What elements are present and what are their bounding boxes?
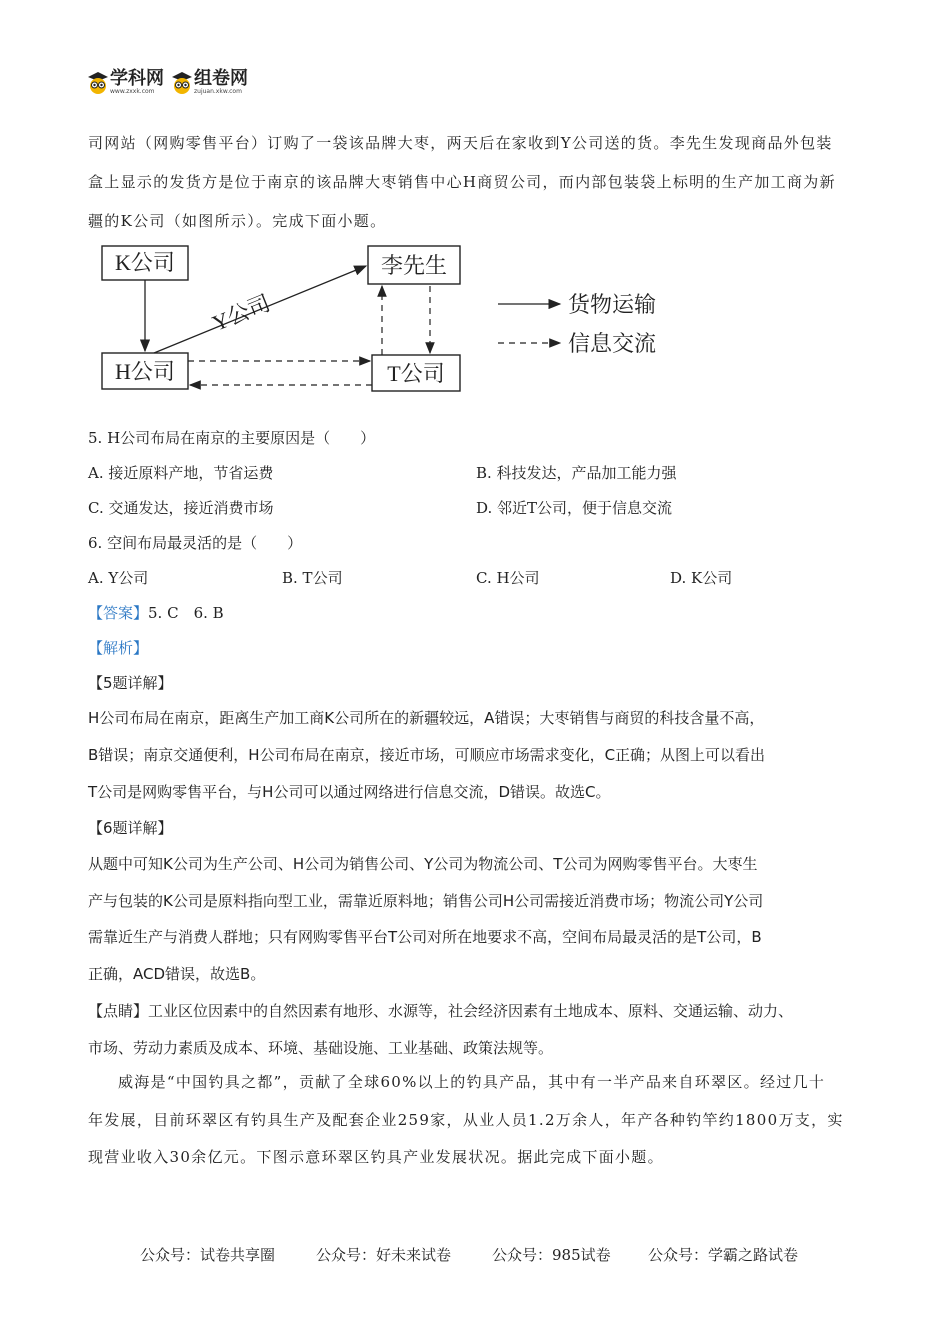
owl-mascot-icon (170, 71, 194, 95)
h-company-label: H公司 (115, 359, 175, 384)
logo-url: www.zxxk.com (110, 88, 155, 95)
logo-title: 学科网 (110, 68, 164, 89)
intro-line: 盒上显示的发货方是位于南京的该品牌大枣销售中心H商贸公司，而内部包装袋上标明的生产加工商为新 (88, 173, 836, 191)
site-logo (86, 70, 254, 95)
tip-text: 工业区位因素中的自然因素有地形、水源等，社会经济因素有土地成本、原料、交通运输、动力、 (148, 1002, 794, 1020)
passage-line: 年发展，目前环翠区有钓具生产及配套企业259家，从业人员1.2万余人，年产各种钓竿约1800万支，实 (88, 1111, 844, 1129)
detail-6-title: 【6题详解】 (88, 819, 173, 837)
q6-option-d: D. K公司 (670, 569, 733, 587)
question-5-stem: 5. H公司布局在南京的主要原因是（ ） (88, 429, 376, 447)
detail-6-line: 正确，ACD错误，故选B。 (88, 965, 266, 983)
footer-account: 公众号：学霸之路试卷 (648, 1246, 799, 1264)
detail-5-title: 【5题详解】 (88, 674, 173, 692)
tip-line (88, 1000, 793, 1021)
q5-option-d: D. 邻近T公司，便于信息交流 (476, 499, 673, 517)
company-flow-diagram (96, 240, 696, 399)
q6-option-b: B. T公司 (282, 569, 343, 587)
q5-option-b: B. 科技发达，产品加工能力强 (476, 464, 677, 482)
logo-url: zujuan.xkw.com (194, 88, 242, 95)
logo-title: 组卷网 (194, 68, 248, 89)
logo-zujuanwang (170, 70, 248, 95)
detail-5-line: H公司布局在南京，距离生产加工商K公司所在的新疆较远，A错误；大枣销售与商贸的科技含量不高， (88, 709, 765, 727)
q5-option-c: C. 交通发达，接近消费市场 (88, 499, 274, 517)
detail-6-line: 从题中可知K公司为生产公司、H公司为销售公司、Y公司为物流公司、T公司为网购零售平台。大枣生 (88, 855, 758, 873)
detail-5-line: B错误；南京交通便利，H公司布局在南京，接近市场，可顺应市场需求变化，C正确；从图上可以看出 (88, 746, 766, 764)
detail-6-line: 需靠近生产与消费人群地；只有网购零售平台T公司对所在地要求不高，空间布局最灵活的是T公司，B (88, 928, 762, 946)
q6-option-a: A. Y公司 (88, 569, 149, 587)
legend-goods-label: 货物运输 (568, 292, 657, 317)
li-xiansheng-label: 李先生 (380, 253, 448, 278)
intro-line: 疆的K公司（如图所示）。完成下面小题。 (88, 212, 387, 230)
logo-xuekewang (86, 70, 164, 95)
footer-account: 公众号：好未来试卷 (316, 1246, 452, 1264)
footer-account: 公众号：试卷共享圈 (140, 1246, 276, 1264)
tip-tag: 【点睛】 (88, 1002, 149, 1020)
detail-5-line: T公司是网购零售平台，与H公司可以通过网络进行信息交流，D错误。故选C。 (88, 783, 611, 801)
intro-line: 司网站（网购零售平台）订购了一袋该品牌大枣，两天后在家收到Y公司送的货。李先生发现商品外包装 (88, 134, 833, 152)
q5-option-a: A. 接近原料产地，节省运费 (88, 464, 274, 482)
answer-line (88, 602, 224, 623)
question-6-stem: 6. 空间布局最灵活的是（ ） (88, 534, 303, 552)
detail-6-line: 产与包装的K公司是原料指向型工业，需靠近原料地；销售公司H公司需接近消费市场；物流公司Y公司 (88, 892, 764, 910)
k-company-label: K公司 (115, 250, 175, 275)
legend-info-label: 信息交流 (568, 331, 657, 356)
q6-option-c: C. H公司 (476, 569, 540, 587)
passage-line: 威海是“中国钓具之都”，贡献了全球60%以上的钓具产品，其中有一半产品来自环翠区。经过几十 (118, 1073, 826, 1091)
owl-mascot-icon (86, 71, 110, 95)
analysis-tag: 【解析】 (88, 639, 149, 657)
answer-text: 5. C 6. B (148, 604, 224, 622)
y-company-label: Y公司 (208, 290, 274, 336)
footer-account: 公众号：985试卷 (492, 1246, 611, 1264)
tip-line: 市场、劳动力素质及成本、环境、基础设施、工业基础、政策法规等。 (88, 1039, 554, 1057)
answer-tag: 【答案】 (88, 604, 149, 622)
t-company-label: T公司 (387, 361, 445, 386)
passage-line: 现营业收入30余亿元。下图示意环翠区钓具产业发展状况。据此完成下面小题。 (88, 1148, 664, 1166)
